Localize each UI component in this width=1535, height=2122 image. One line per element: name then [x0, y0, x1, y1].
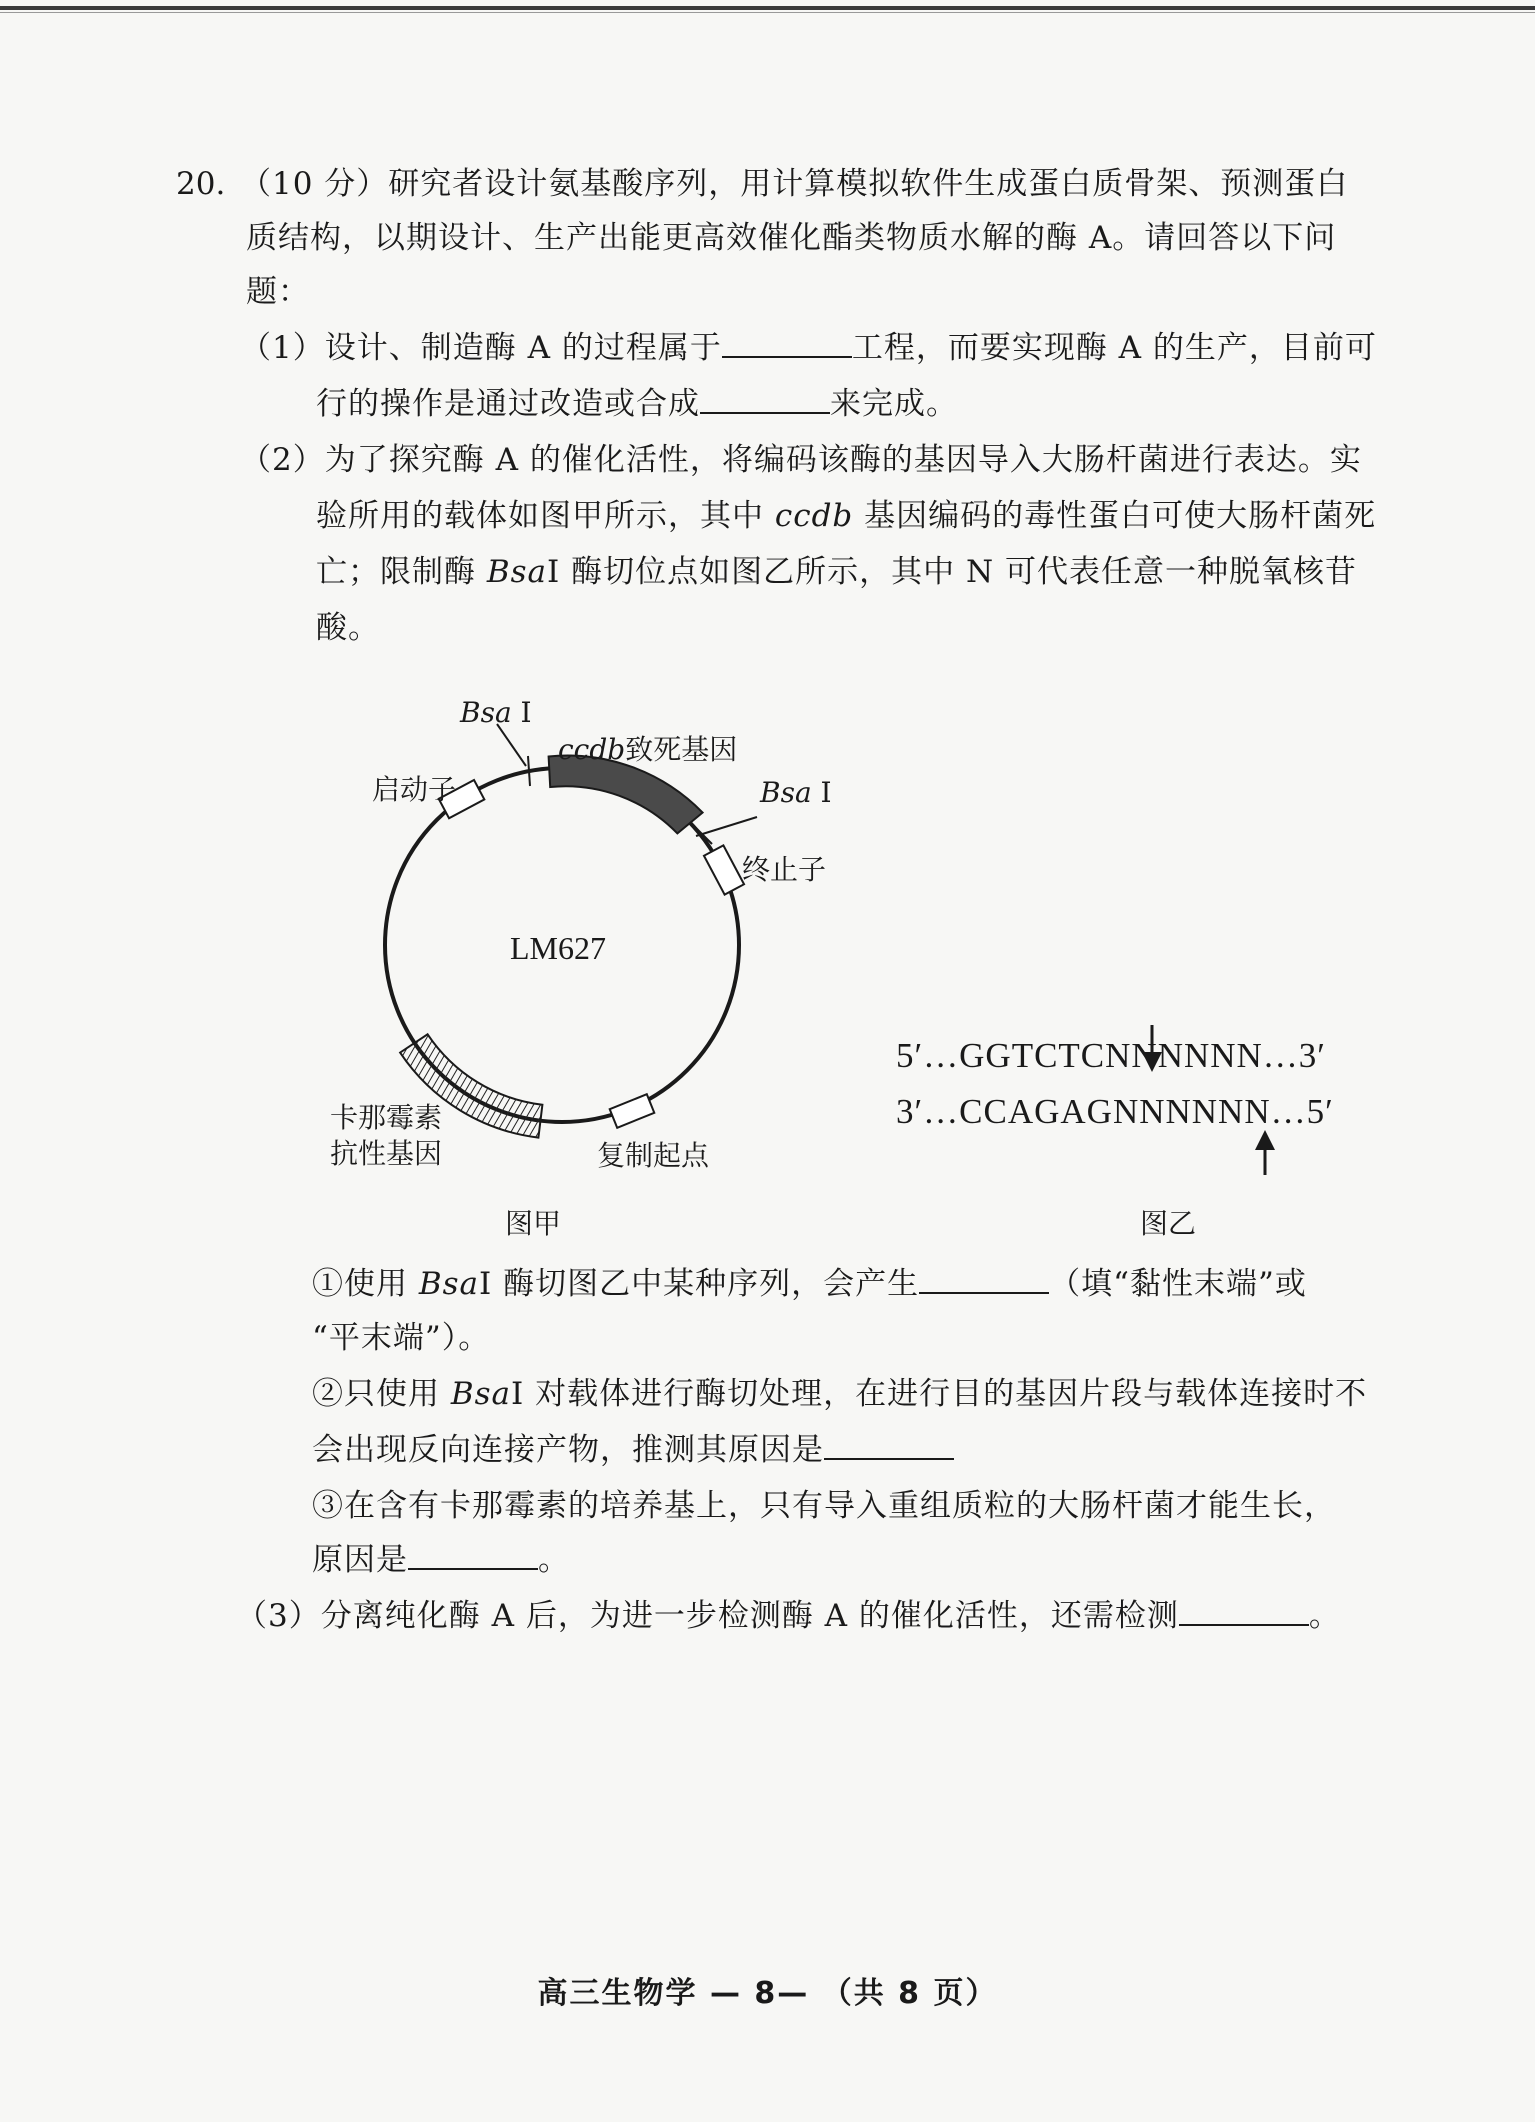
bsa-top-suffix: I	[511, 696, 532, 729]
sub1-bsa: Bsa	[418, 1266, 480, 1302]
bsa-top-it: Bsa	[460, 696, 512, 729]
sub1-line1	[312, 1264, 1307, 1304]
part3-text-a: （3）分离纯化酶 A 后，为进一步检测酶 A 的催化活性，还需检测	[236, 1598, 1179, 1634]
part2-text-d: I 酶切位点如图乙所示，其中 N 可代表任意一种脱氧核苷	[547, 554, 1357, 590]
sub2-text-b: I 对载体进行酶切处理，在进行目的基因片段与载体连接时不	[511, 1376, 1368, 1412]
part2-line4: 酸。	[316, 610, 380, 646]
ccdb-label	[558, 728, 737, 768]
sub2-text-a: ②只使用	[312, 1376, 451, 1412]
answer-blank	[919, 1264, 1049, 1294]
question-number: 20.	[176, 166, 226, 202]
part2-line1: （2）为了探究酶 A 的催化活性，将编码该酶的基因导入大肠杆菌进行表达。实	[240, 442, 1362, 478]
sub3-text-a: 原因是	[312, 1542, 408, 1578]
bsa-right-suffix: I	[811, 776, 832, 809]
bsa-top-leader	[497, 724, 526, 766]
question-intro-line1: （10 分）研究者设计氨基酸序列，用计算模拟软件生成蛋白质骨架、预测蛋白	[240, 166, 1349, 202]
sub2-text-c: 会出现反向连接产物，推测其原因是	[312, 1432, 824, 1468]
kanamycin-label-line2: 抗性基因	[330, 1137, 443, 1170]
cut-arrow-up	[1255, 1130, 1275, 1175]
bsa-top-label	[460, 696, 532, 729]
terminator-box	[704, 845, 744, 894]
sub1-text-a: ①使用	[312, 1266, 419, 1302]
answer-blank	[1179, 1596, 1309, 1626]
part1-text-b: 工程，而要实现酶 A 的生产，目前可	[851, 330, 1377, 366]
bsa-right-label	[760, 776, 832, 809]
sub2-bsa: Bsa	[450, 1376, 512, 1412]
terminator-label: 终止子	[742, 853, 827, 886]
part1-text-d: 来完成。	[830, 386, 958, 422]
sub2-line2	[312, 1430, 954, 1470]
sub1-text-c: （填“黏性末端”或	[1049, 1266, 1307, 1302]
figure-a-caption: 图甲	[505, 1207, 562, 1240]
sub1-text-b: I 酶切图乙中某种序列，会产生	[479, 1266, 920, 1302]
dna-strand-top: 5′…GGTCTCNNNNNN…3′	[896, 1036, 1326, 1075]
question-intro-line3: 题：	[246, 274, 310, 310]
bsa-right-it: Bsa	[760, 776, 812, 809]
kanamycin-label-line1: 卡那霉素	[330, 1101, 443, 1134]
origin-label: 复制起点	[597, 1139, 710, 1172]
bsa-top-tick	[528, 756, 530, 786]
dna-strand-bottom: 3′…CCAGAGNNNNNN…5′	[896, 1092, 1334, 1131]
part2-text-c: 亡；限制酶	[316, 554, 487, 590]
bsa-right-leader	[696, 817, 757, 836]
figure-b-caption: 图乙	[1140, 1207, 1197, 1240]
ccdb-it: ccdb	[558, 733, 626, 766]
answer-blank	[408, 1540, 538, 1570]
part2-ccdb: ccdb	[774, 498, 854, 534]
part2-bsa: Bsa	[486, 554, 548, 590]
part3-text-b: 。	[1308, 1598, 1341, 1634]
part1-text-a: （1）设计、制造酶 A 的过程属于	[240, 330, 722, 366]
part2-text-b: 基因编码的毒性蛋白可使大肠杆菌死	[853, 498, 1377, 534]
answer-blank	[824, 1430, 954, 1460]
promoter-label: 启动子	[372, 773, 457, 806]
question-intro-line2: 质结构，以期设计、生产出能更高效催化酯类物质水解的酶 A。请回答以下问	[246, 220, 1337, 256]
plasmid-name: LM627	[510, 930, 606, 966]
part1-text-c: 行的操作是通过改造或合成	[316, 386, 700, 422]
sub2-line1	[312, 1374, 1367, 1414]
sub1-line2: “平末端”）。	[312, 1320, 491, 1356]
sub3-text-b: 。	[538, 1542, 570, 1578]
ccdb-suffix: 致死基因	[625, 733, 738, 766]
origin-box	[610, 1094, 655, 1128]
part2-text-a: 验所用的载体如图甲所示，其中	[316, 498, 775, 534]
part3-line1	[236, 1596, 1341, 1636]
page-footer: 高三生物学 — 8— （共 8 页）	[537, 1976, 998, 2011]
sub3-line2	[312, 1540, 570, 1580]
sub3-line1: ③在含有卡那霉素的培养基上，只有导入重组质粒的大肠杆菌才能生长，	[312, 1488, 1336, 1524]
